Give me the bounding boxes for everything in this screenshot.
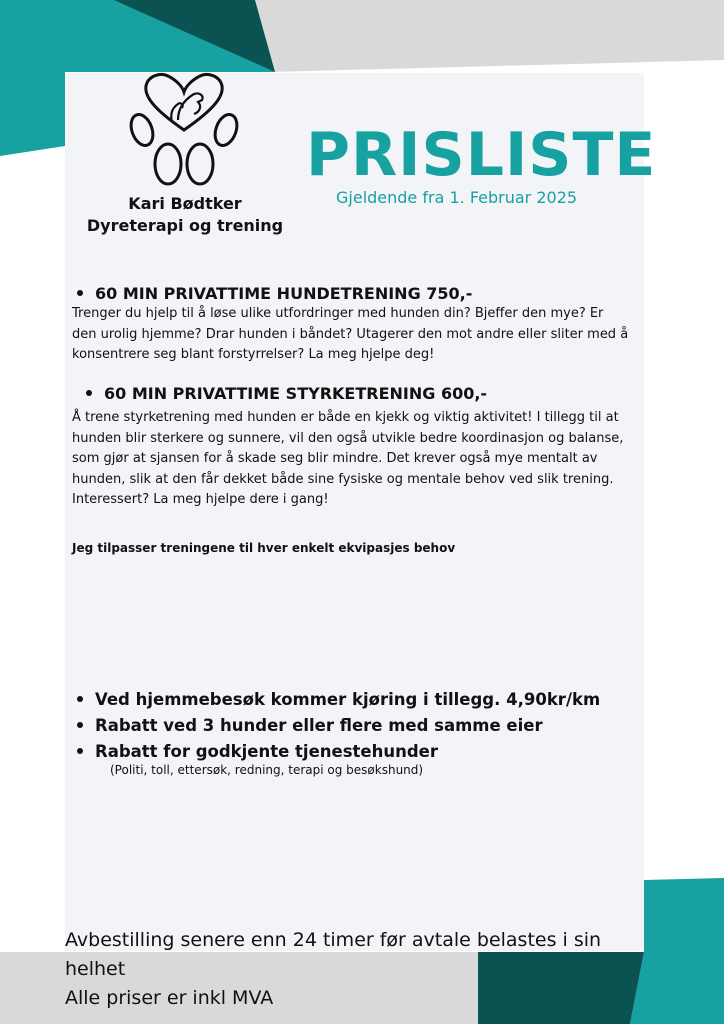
valid-from-date: Gjeldende fra 1. Februar 2025 <box>336 188 578 207</box>
business-name-block <box>80 193 290 237</box>
description-line: Trenger du hjelp til å løse ulike utfordringer med hunden din? Bjeffer den mye? Er <box>72 306 604 321</box>
list-item <box>77 739 600 765</box>
footer-terms <box>65 926 705 1013</box>
extras-list <box>77 687 600 765</box>
footer-line: Avbestilling senere enn 24 timer før avtale belastes i sin <box>65 929 602 951</box>
bg-gray-top <box>255 0 724 72</box>
list-item <box>77 687 600 713</box>
list-item-text: Rabatt ved 3 hunder eller flere med samme eier <box>95 716 543 735</box>
description-line: den urolig hjemme? Drar hunden i båndet? Utagerer den mot andre eller sliter med å <box>72 326 629 342</box>
description-line: hunden, slik at den får dekket både sine fysiske og mentale behov ved slik trening. <box>72 471 614 487</box>
service-heading-strength-training <box>86 384 487 403</box>
bullet-icon <box>86 390 92 396</box>
bullet-icon <box>77 696 83 702</box>
service-description-strength-training <box>72 408 623 511</box>
footer-line: Alle priser er inkl MVA <box>65 987 274 1009</box>
customization-note: Jeg tilpasser treningene til hver enkelt ekvipasjes behov <box>72 541 456 555</box>
page-title: PRISLISTE <box>306 120 657 190</box>
service-heading-text: 60 MIN PRIVATTIME STYRKETRENING 600,- <box>104 384 488 403</box>
service-description-dog-training <box>72 304 628 366</box>
list-item-text: Ved hjemmebesøk kommer kjøring i tillegg. 4,90kr/km <box>95 690 601 709</box>
bullet-icon <box>77 290 83 296</box>
bullet-icon <box>77 748 83 754</box>
bullet-icon <box>77 722 83 728</box>
description-line: hunden blir sterkere og sunnere, vil den også utvikle bedre koordinasjon og balanse, <box>72 430 624 446</box>
service-dog-types: (Politi, toll, ettersøk, redning, terapi og besøkshund) <box>110 763 424 777</box>
footer-line: helhet <box>65 958 126 980</box>
paw-heart-logo-icon <box>128 72 240 188</box>
service-heading-text: 60 MIN PRIVATTIME HUNDETRENING 750,- <box>95 284 473 303</box>
service-heading-dog-training <box>77 284 472 303</box>
description-line: Å trene styrketrening med hunden er både en kjekk og viktig aktivitet! I tillegg til at <box>72 410 619 425</box>
description-line: som gjør at sjansen for å skade seg blir mindre. Det krever også mye mentalt av <box>72 451 598 466</box>
description-line: Interessert? La meg hjelpe dere i gang! <box>72 492 329 507</box>
list-item <box>77 713 600 739</box>
business-name: Kari Bødtker <box>128 194 242 213</box>
description-line: konsentrere seg blant forstyrrelser? La meg hjelpe deg! <box>72 347 435 362</box>
list-item-text: Rabatt for godkjente tjenestehunder <box>95 742 438 761</box>
business-tagline: Dyreterapi og trening <box>86 216 284 235</box>
